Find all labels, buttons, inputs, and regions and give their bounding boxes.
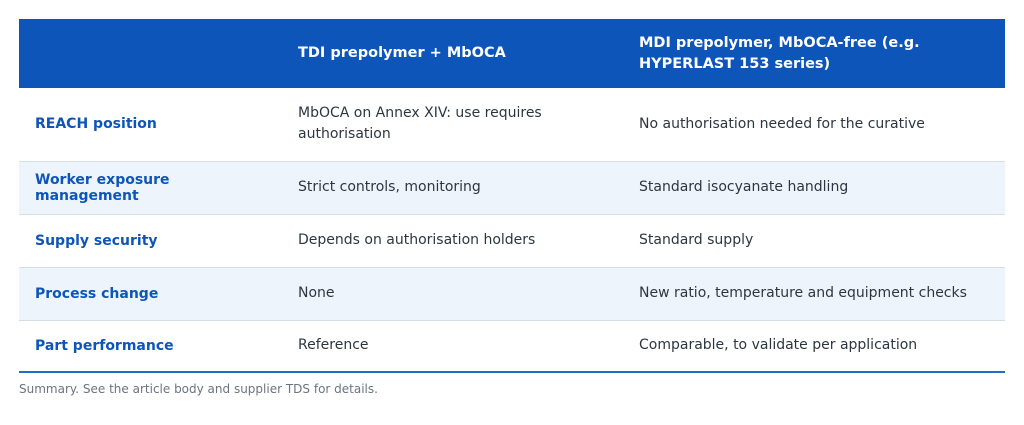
comparison-table — [19, 19, 1005, 373]
table-row — [19, 214, 1005, 267]
tdi-cell: MbOCA on Annex XIV: use requires authorisation — [298, 105, 542, 143]
table-caption: Summary. See the article body and supplier TDS for details. — [19, 382, 378, 396]
header-row — [19, 19, 1005, 88]
row-label: Part performance — [35, 337, 174, 354]
row-label: Worker exposure management — [35, 171, 170, 204]
tdi-cell: None — [298, 285, 335, 301]
table-row — [19, 161, 1005, 214]
mdi-cell: Standard supply — [639, 232, 754, 248]
comparison-table-container — [19, 19, 1005, 373]
row-label: Supply security — [35, 232, 158, 249]
mdi-cell: Comparable, to validate per application — [639, 337, 918, 354]
table-row — [19, 88, 1005, 161]
table-row — [19, 320, 1005, 372]
table-body — [19, 88, 1005, 372]
tdi-cell: Depends on authorisation holders — [298, 232, 536, 248]
header-mdi-prepolymer: MDI prepolymer, MbOCA-free (e.g. HYPERLAST 153 series) — [639, 34, 920, 72]
mdi-cell: New ratio, temperature and equipment checks — [639, 285, 967, 301]
header-empty-cell — [19, 19, 282, 88]
table-row — [19, 267, 1005, 320]
row-label: Process change — [35, 285, 159, 302]
table-header — [19, 19, 1005, 88]
tdi-cell: Strict controls, monitoring — [298, 179, 481, 195]
mdi-cell: No authorisation needed for the curative — [639, 115, 925, 132]
mdi-cell: Standard isocyanate handling — [639, 179, 849, 195]
row-label: REACH position — [35, 116, 157, 133]
header-tdi-prepolymer: TDI prepolymer + MbOCA — [298, 45, 506, 61]
tdi-cell: Reference — [298, 337, 369, 354]
